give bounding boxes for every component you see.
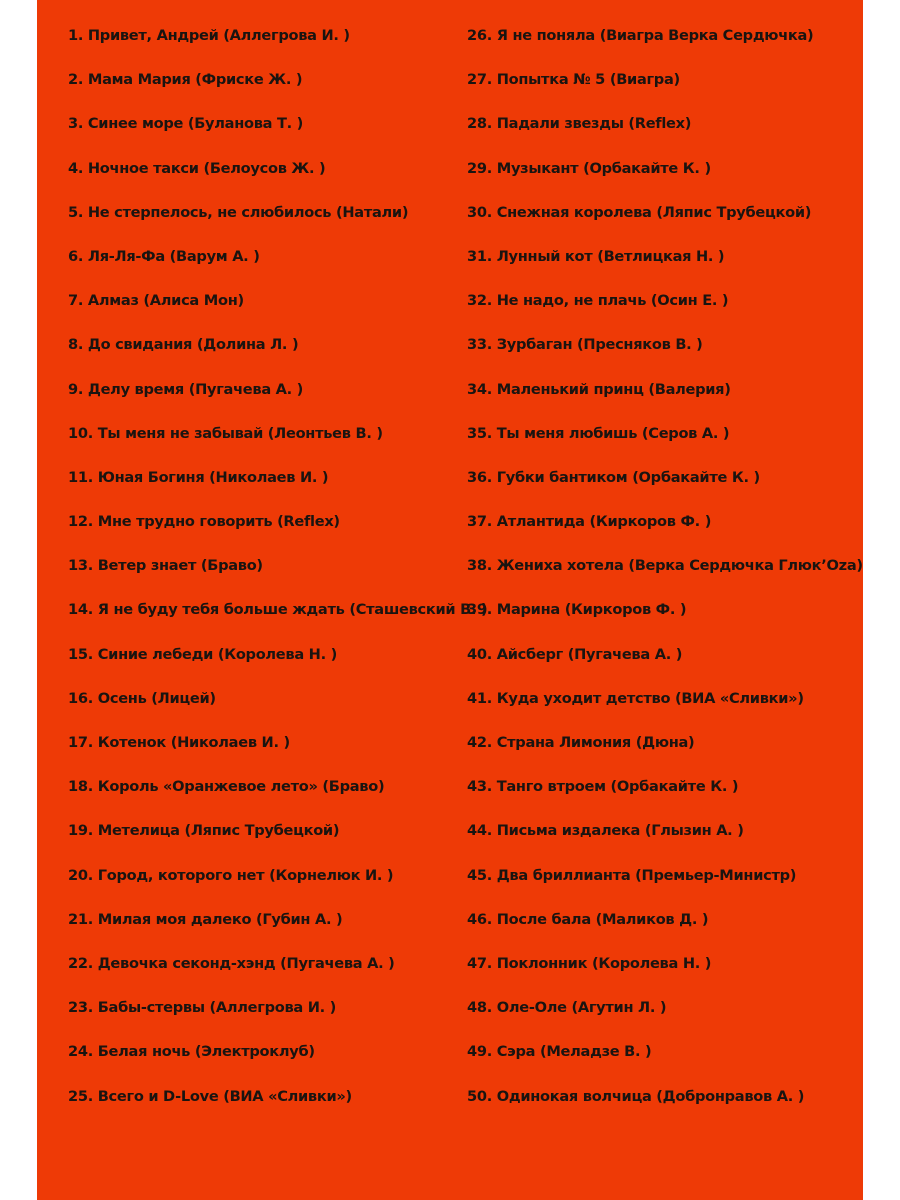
song-list-item: 4. Ночное такси (Белоусов Ж. ) <box>68 159 326 177</box>
song-list-item: 31. Лунный кот (Ветлицкая Н. ) <box>467 247 725 265</box>
song-list-item: 49. Сэра (Меладзе В. ) <box>467 1043 652 1061</box>
song-list-item: 25. Всего и D-Love (ВИА «Сливки») <box>68 1087 352 1105</box>
song-list-item: 8. До свидания (Долина Л. ) <box>68 336 299 354</box>
song-list-item: 37. Атлантида (Киркоров Ф. ) <box>467 513 712 531</box>
song-list-item: 21. Милая моя далеко (Губин А. ) <box>68 910 343 928</box>
song-list-item: 27. Попытка № 5 (Виагра) <box>467 71 680 89</box>
song-list-item: 17. Котенок (Николаев И. ) <box>68 734 290 751</box>
song-list-left-column <box>68 24 488 1129</box>
song-list-item: 12. Мне трудно говорить (Reflex) <box>68 513 340 531</box>
song-list-item: 2. Мама Мария (Фриске Ж. ) <box>68 71 303 89</box>
song-list-item: 18. Король «Оранжевое лето» (Браво) <box>68 778 385 796</box>
song-list-item: 11. Юная Богиня (Николаев И. ) <box>68 468 329 486</box>
song-list-item: 35. Ты меня любишь (Серов А. ) <box>467 424 730 442</box>
song-list-item: 10. Ты меня не забывай (Леонтьев В. ) <box>68 424 383 442</box>
song-list-item: 43. Танго втроем (Орбакайте К. ) <box>467 778 739 796</box>
song-list-item: 38. Жениха хотела (Верка Сердючка Глюк’Oza) <box>467 557 863 575</box>
song-list-item: 16. Осень (Лицей) <box>68 689 216 707</box>
song-list-item: 24. Белая ночь (Электроклуб) <box>68 1043 315 1061</box>
song-list-item: 29. Музыкант (Орбакайте К. ) <box>467 159 711 177</box>
song-list-item: 13. Ветер знает (Браво) <box>68 557 263 575</box>
song-list-item: 20. Город, которого нет (Корнелюк И. ) <box>68 866 394 884</box>
song-list-item: 46. После бала (Маликов Д. ) <box>467 910 709 928</box>
song-list-item: 33. Зурбаган (Пресняков В. ) <box>467 336 703 354</box>
song-list-item: 23. Бабы-стервы (Аллегрова И. ) <box>68 999 337 1017</box>
song-list-right-column <box>467 24 863 1129</box>
song-list-item: 34. Маленький принц (Валерия) <box>467 380 731 398</box>
song-list-item: 30. Снежная королева (Ляпис Трубецкой) <box>467 203 812 221</box>
song-list-item: 14. Я не буду тебя больше ждать (Сташевский В. ) <box>68 601 488 619</box>
song-list-item: 32. Не надо, не плачь (Осин Е. ) <box>467 292 729 310</box>
song-list-item: 47. Поклонник (Королева Н. ) <box>467 954 712 972</box>
song-list-item: 22. Девочка секонд-хэнд (Пугачева А. ) <box>68 954 395 972</box>
song-list-item: 40. Айсберг (Пугачева А. ) <box>467 645 683 663</box>
song-list-item: 1. Привет, Андрей (Аллегрова И. ) <box>68 27 350 44</box>
song-list-item: 42. Страна Лимония (Дюна) <box>467 734 695 751</box>
song-list-item: 39. Марина (Киркоров Ф. ) <box>467 601 687 619</box>
song-list-item: 50. Одинокая волчица (Добронравов А. ) <box>467 1087 805 1105</box>
song-list-item: 6. Ля-Ля-Фа (Варум А. ) <box>68 247 260 265</box>
song-list-item: 41. Куда уходит детство (ВИА «Сливки») <box>467 689 804 707</box>
song-list-item: 7. Алмаз (Алиса Мон) <box>68 292 244 310</box>
song-list-item: 19. Метелица (Ляпис Трубецкой) <box>68 822 340 840</box>
song-list-item: 3. Синее море (Буланова Т. ) <box>68 115 304 133</box>
song-list-page <box>37 0 863 1200</box>
song-list-item: 36. Губки бантиком (Орбакайте К. ) <box>467 468 760 486</box>
song-list-item: 28. Падали звезды (Reflex) <box>467 115 692 133</box>
song-list-item: 9. Делу время (Пугачева А. ) <box>68 380 304 398</box>
song-list-item: 48. Оле-Оле (Агутин Л. ) <box>467 999 667 1017</box>
song-list-item: 44. Письма издалека (Глызин А. ) <box>467 822 744 840</box>
song-list-item: 45. Два бриллианта (Премьер-Министр) <box>467 866 797 884</box>
song-list-item: 26. Я не поняла (Виагра Верка Сердючка) <box>467 27 814 44</box>
song-list-item: 5. Не стерпелось, не слюбилось (Натали) <box>68 203 409 221</box>
song-list-item: 15. Синие лебеди (Королева Н. ) <box>68 645 337 663</box>
